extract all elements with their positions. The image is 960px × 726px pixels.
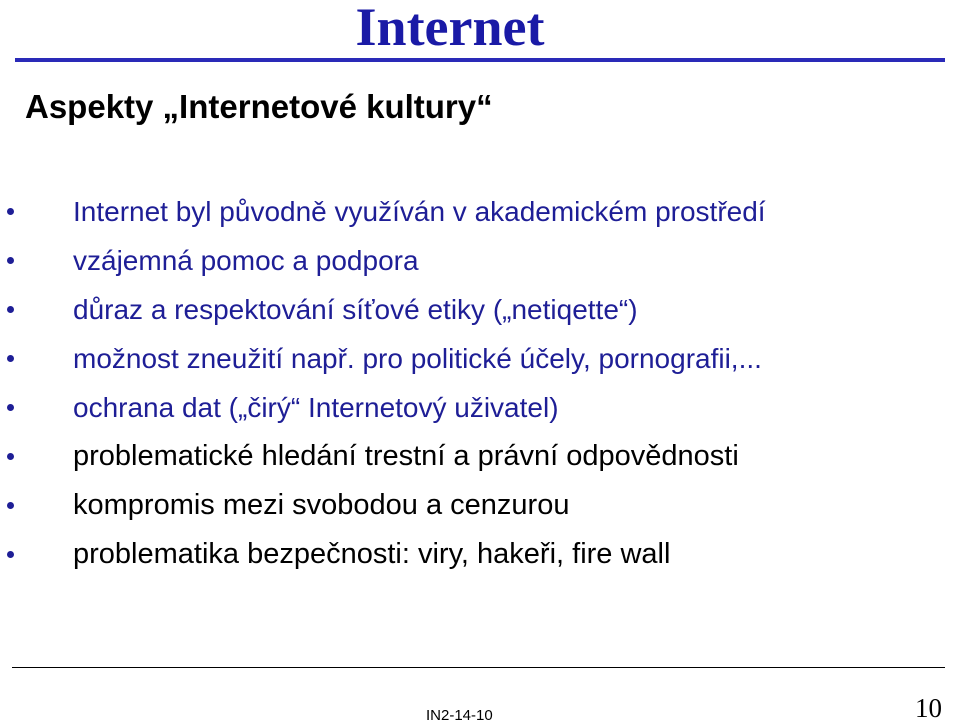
bullet-dot-icon	[7, 502, 14, 509]
slide-subtitle: Aspekty „Internetové kultury“	[25, 88, 493, 125]
bullet-text: problematika bezpečnosti: viry, hakeři, fire wall	[73, 538, 671, 570]
bullet-text: ochrana dat („čirý“ Internetový uživatel)	[73, 392, 559, 423]
page-number: 10	[915, 693, 942, 723]
bullet-dot-icon	[7, 551, 14, 558]
footer-divider	[12, 667, 945, 668]
slide-title: Internet	[355, 0, 545, 57]
bullet-dot-icon	[7, 257, 14, 264]
bullet-text: vzájemná pomoc a podpora	[73, 245, 419, 276]
footer-label: IN2-14-10	[426, 707, 493, 724]
bullet-dot-icon	[7, 355, 14, 362]
bullet-dot-icon	[7, 208, 14, 215]
bullet-dot-icon	[7, 453, 14, 460]
bullet-text: Internet byl původně využíván v akademickém prostředí	[73, 196, 766, 227]
bullet-text: kompromis mezi svobodou a cenzurou	[73, 489, 570, 521]
bullet-text: důraz a respektování síťové etiky („netiqette“)	[73, 294, 638, 325]
bullet-text: možnost zneužití např. pro politické účely, pornografii,...	[73, 343, 762, 374]
title-underline	[15, 58, 945, 62]
bullet-text: problematické hledání trestní a právní odpovědnosti	[73, 440, 739, 472]
bullet-dot-icon	[7, 306, 14, 313]
bullet-dot-icon	[7, 404, 14, 411]
